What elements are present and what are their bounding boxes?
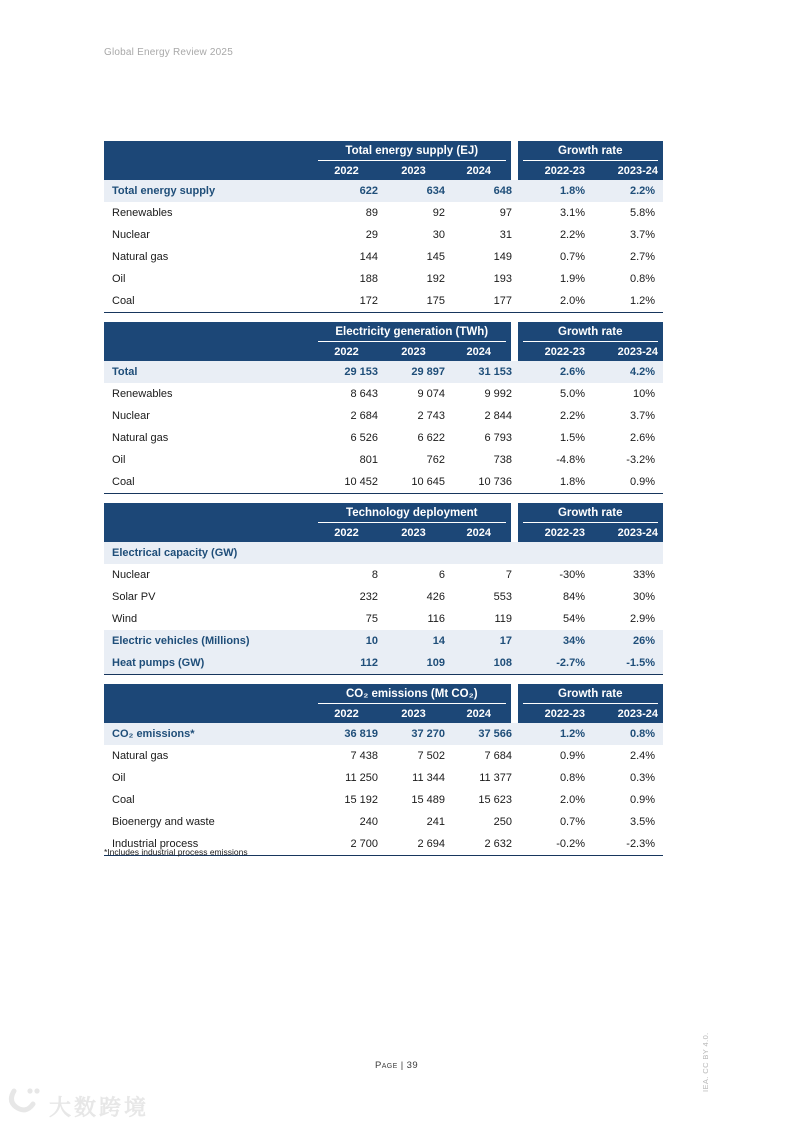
table-row: [104, 542, 663, 564]
value-cell: 10%: [633, 388, 656, 400]
value-cell: 0.7%: [559, 816, 586, 828]
value-cell: 37 566: [447, 723, 514, 745]
table-footnote: *Includes industrial process emissions: [104, 847, 248, 857]
value-cell: 30%: [632, 591, 656, 603]
value-cell: 7 684: [484, 750, 513, 762]
row-label: Natural gas: [112, 251, 169, 263]
year-column-header: 2023: [380, 162, 447, 180]
value-cell: [380, 542, 447, 564]
table-row: [104, 180, 663, 202]
table-row: [104, 586, 663, 608]
growth-rate-title-cell: [514, 141, 663, 162]
value-cell: 11 377: [479, 772, 513, 784]
value-cell: 193: [493, 273, 513, 285]
value-cell: 10: [313, 630, 380, 652]
value-cell: 0.9%: [559, 750, 586, 762]
table-electricity-generation: [104, 322, 663, 494]
value-cell: 5.8%: [629, 207, 656, 219]
value-cell: 15 489: [411, 794, 445, 806]
row-label: Coal: [104, 471, 313, 494]
value-cell: 2 632: [447, 833, 514, 856]
row-label: CO₂ emissions*: [104, 723, 313, 745]
table-row: [104, 630, 663, 652]
row-label: Oil: [112, 273, 126, 285]
table-header-group-row: [104, 322, 663, 343]
table-corner-cell: [104, 684, 313, 705]
table-title-cell: [313, 503, 514, 524]
table-row: [104, 723, 663, 745]
table-corner-cell: [104, 503, 313, 524]
value-cell: 36 819: [313, 723, 380, 745]
value-cell: -30%: [559, 569, 585, 581]
year-column-header: 2022: [313, 162, 380, 180]
growth-rate-title-cell: [514, 503, 663, 524]
table-row: [104, 290, 663, 313]
value-cell: 30: [432, 229, 445, 241]
value-cell: 188: [359, 273, 378, 285]
table-row: [104, 652, 663, 675]
year-column-header: 2022: [313, 524, 380, 542]
value-cell: 29 897: [380, 361, 447, 383]
value-cell: 3.5%: [629, 816, 656, 828]
value-cell: 648: [447, 180, 514, 202]
value-cell: 6 526: [350, 432, 378, 444]
value-cell: -2.7%: [514, 652, 590, 675]
value-cell: 232: [359, 591, 378, 603]
row-label: Solar PV: [112, 591, 156, 603]
value-cell: 84%: [562, 591, 585, 603]
value-cell: 2 694: [380, 833, 447, 856]
value-cell: -2.3%: [590, 833, 663, 856]
value-cell: 2.2%: [559, 229, 586, 241]
growth-rate-title-cell: [514, 684, 663, 705]
value-cell: 97: [499, 207, 513, 219]
value-cell: 26%: [590, 630, 663, 652]
growth-rate-title-cell: [514, 322, 663, 343]
value-cell: 2 700: [313, 833, 380, 856]
doc-header-title: Global Energy Review 2025: [104, 47, 233, 58]
row-label: Coal: [104, 290, 313, 313]
value-cell: 8: [371, 569, 378, 581]
growth-column-header: 2023-24: [590, 524, 663, 542]
value-cell: 2.6%: [629, 432, 656, 444]
growth-column-header: 2022-23: [514, 343, 590, 361]
license-attribution-vertical: IEA. CC BY 4.0.: [701, 1032, 710, 1092]
value-cell: 240: [359, 816, 378, 828]
table-header-group-row: [104, 503, 663, 524]
value-cell: 0.3%: [629, 772, 656, 784]
value-cell: 145: [426, 251, 445, 263]
watermark-logo-icon: [6, 1086, 42, 1119]
table-header-group-row: [104, 141, 663, 162]
year-column-header: 2023: [380, 705, 447, 723]
row-label: Natural gas: [112, 432, 169, 444]
row-label: Nuclear: [112, 229, 150, 241]
table-corner-cell: [104, 162, 313, 180]
growth-column-header: 2022-23: [514, 524, 590, 542]
value-cell: 1.2%: [590, 290, 663, 313]
value-cell: 54%: [562, 613, 585, 625]
year-column-header: 2024: [447, 162, 514, 180]
value-cell: 8 643: [350, 388, 378, 400]
value-cell: 2.2%: [590, 180, 663, 202]
value-cell: 0.8%: [559, 772, 586, 784]
value-cell: 801: [359, 454, 378, 466]
value-cell: 109: [380, 652, 447, 675]
value-cell: 0.9%: [590, 471, 663, 494]
table-row: [104, 246, 663, 268]
value-cell: 10 645: [380, 471, 447, 494]
value-cell: 31 153: [447, 361, 514, 383]
table-row: [104, 564, 663, 586]
value-cell: 33%: [632, 569, 656, 581]
table-row: [104, 608, 663, 630]
value-cell: 11 250: [345, 772, 378, 784]
table-row: [104, 767, 663, 789]
table-technology-deployment: [104, 503, 663, 675]
year-column-header: 2023: [380, 343, 447, 361]
row-label: Wind: [112, 613, 138, 625]
value-cell: 2.7%: [629, 251, 656, 263]
value-cell: -0.2%: [514, 833, 590, 856]
table-header-year-row: [104, 343, 663, 361]
value-cell: 15 623: [478, 794, 513, 806]
table-row: [104, 224, 663, 246]
value-cell: 31: [499, 229, 513, 241]
table-header-year-row: [104, 162, 663, 180]
table-header-year-row: [104, 705, 663, 723]
value-cell: 112: [313, 652, 380, 675]
year-column-header: 2024: [447, 524, 514, 542]
year-column-header: 2024: [447, 343, 514, 361]
table-row: [104, 811, 663, 833]
value-cell: 29: [365, 229, 378, 241]
value-cell: 15 192: [344, 794, 378, 806]
growth-column-header: 2023-24: [590, 705, 663, 723]
table-title-cell: [313, 322, 514, 343]
value-cell: 6: [438, 569, 445, 581]
table-row: [104, 745, 663, 767]
value-cell: 144: [359, 251, 378, 263]
value-cell: 7 502: [417, 750, 445, 762]
value-cell: 3.7%: [629, 410, 656, 422]
table-header-year-row: [104, 524, 663, 542]
value-cell: 0.7%: [559, 251, 586, 263]
value-cell: 192: [426, 273, 445, 285]
value-cell: 5.0%: [559, 388, 586, 400]
growth-column-header: 2022-23: [514, 705, 590, 723]
value-cell: 1.8%: [514, 471, 590, 494]
table-title: Total energy supply (EJ): [318, 143, 506, 161]
table-row: [104, 449, 663, 471]
value-cell: 2.6%: [514, 361, 590, 383]
year-column-header: 2023: [380, 524, 447, 542]
row-label: Total energy supply: [104, 180, 313, 202]
table-row: [104, 471, 663, 494]
row-label: Heat pumps (GW): [104, 652, 313, 675]
growth-rate-title: Growth rate: [523, 505, 659, 523]
value-cell: 241: [426, 816, 445, 828]
table-corner-cell: [104, 322, 313, 343]
value-cell: 175: [380, 290, 447, 313]
value-cell: [313, 542, 380, 564]
table-row: [104, 789, 663, 811]
value-cell: 553: [493, 591, 512, 603]
value-cell: 2 743: [417, 410, 445, 422]
value-cell: [514, 542, 590, 564]
value-cell: [447, 542, 514, 564]
table-total-energy-supply: [104, 141, 663, 313]
value-cell: 2 844: [484, 410, 513, 422]
value-cell: 177: [447, 290, 514, 313]
value-cell: 1.2%: [514, 723, 590, 745]
table-co2-emissions: [104, 684, 663, 856]
value-cell: 2.2%: [559, 410, 586, 422]
growth-column-header: 2022-23: [514, 162, 590, 180]
value-cell: 9 992: [484, 388, 513, 400]
value-cell: 17: [447, 630, 514, 652]
value-cell: 92: [432, 207, 445, 219]
watermark-text: 大数跨境: [49, 1095, 150, 1120]
row-label: Electrical capacity (GW): [104, 542, 313, 564]
value-cell: 9 074: [417, 388, 445, 400]
value-cell: 6 793: [484, 432, 513, 444]
value-cell: 2.4%: [629, 750, 656, 762]
value-cell: 0.8%: [590, 723, 663, 745]
value-cell: [590, 542, 663, 564]
table-header-group-row: [104, 684, 663, 705]
value-cell: 34%: [514, 630, 590, 652]
row-label: Oil: [112, 772, 126, 784]
value-cell: 7 438: [350, 750, 378, 762]
table-row: [104, 405, 663, 427]
row-label: Industrial process: [104, 833, 313, 856]
table-row: [104, 427, 663, 449]
value-cell: 14: [380, 630, 447, 652]
table-corner-cell: [104, 705, 313, 723]
value-cell: 7: [505, 569, 512, 581]
table-title: Electricity generation (TWh): [318, 324, 506, 342]
table-corner-cell: [104, 343, 313, 361]
value-cell: 622: [313, 180, 380, 202]
growth-column-header: 2023-24: [590, 343, 663, 361]
table-title-cell: [313, 141, 514, 162]
row-label: Total: [104, 361, 313, 383]
value-cell: 10 736: [447, 471, 514, 494]
value-cell: 2 684: [350, 410, 378, 422]
value-cell: 426: [426, 591, 445, 603]
value-cell: 89: [365, 207, 378, 219]
row-label: Natural gas: [112, 750, 169, 762]
value-cell: -4.8%: [556, 454, 586, 466]
value-cell: 2.0%: [514, 290, 590, 313]
value-cell: 2.9%: [629, 613, 656, 625]
value-cell: 4.2%: [590, 361, 663, 383]
value-cell: 3.1%: [559, 207, 586, 219]
table-row: [104, 268, 663, 290]
growth-column-header: 2023-24: [590, 162, 663, 180]
row-label: Nuclear: [112, 410, 150, 422]
value-cell: 116: [427, 613, 445, 625]
value-cell: 75: [365, 613, 378, 625]
value-cell: -1.5%: [590, 652, 663, 675]
watermark: [6, 1086, 149, 1119]
value-cell: 108: [447, 652, 514, 675]
page-number-label: Page | 39: [374, 1060, 419, 1071]
table-title: Technology deployment: [318, 505, 506, 523]
value-cell: 119: [494, 613, 512, 625]
growth-rate-title: Growth rate: [523, 143, 659, 161]
value-cell: 1.8%: [514, 180, 590, 202]
table-corner-cell: [104, 524, 313, 542]
value-cell: 10 452: [313, 471, 380, 494]
growth-rate-title: Growth rate: [523, 686, 659, 704]
row-label: Electric vehicles (Millions): [104, 630, 313, 652]
row-label: Nuclear: [112, 569, 150, 581]
value-cell: 634: [380, 180, 447, 202]
value-cell: 738: [493, 454, 513, 466]
table-title: CO₂ emissions (Mt CO₂): [318, 686, 506, 704]
value-cell: 29 153: [313, 361, 380, 383]
value-cell: 0.9%: [629, 794, 656, 806]
year-column-header: 2022: [313, 343, 380, 361]
value-cell: 11 344: [412, 772, 445, 784]
table-corner-cell: [104, 141, 313, 162]
table-row: [104, 361, 663, 383]
row-label: Oil: [112, 454, 126, 466]
row-label: Renewables: [112, 207, 173, 219]
table-title-cell: [313, 684, 514, 705]
row-label: Coal: [112, 794, 135, 806]
value-cell: 172: [313, 290, 380, 313]
row-label: Renewables: [112, 388, 173, 400]
year-column-header: 2024: [447, 705, 514, 723]
growth-rate-title: Growth rate: [523, 324, 659, 342]
value-cell: 250: [493, 816, 513, 828]
year-column-header: 2022: [313, 705, 380, 723]
value-cell: 3.7%: [629, 229, 656, 241]
value-cell: -3.2%: [626, 454, 656, 466]
value-cell: 149: [493, 251, 513, 263]
table-row: [104, 202, 663, 224]
value-cell: 762: [426, 454, 445, 466]
value-cell: 6 622: [417, 432, 445, 444]
value-cell: 2.0%: [559, 794, 586, 806]
value-cell: 0.8%: [629, 273, 656, 285]
row-label: Bioenergy and waste: [112, 816, 215, 828]
table-row: [104, 383, 663, 405]
value-cell: 37 270: [380, 723, 447, 745]
value-cell: 1.9%: [559, 273, 586, 285]
value-cell: 1.5%: [559, 432, 586, 444]
